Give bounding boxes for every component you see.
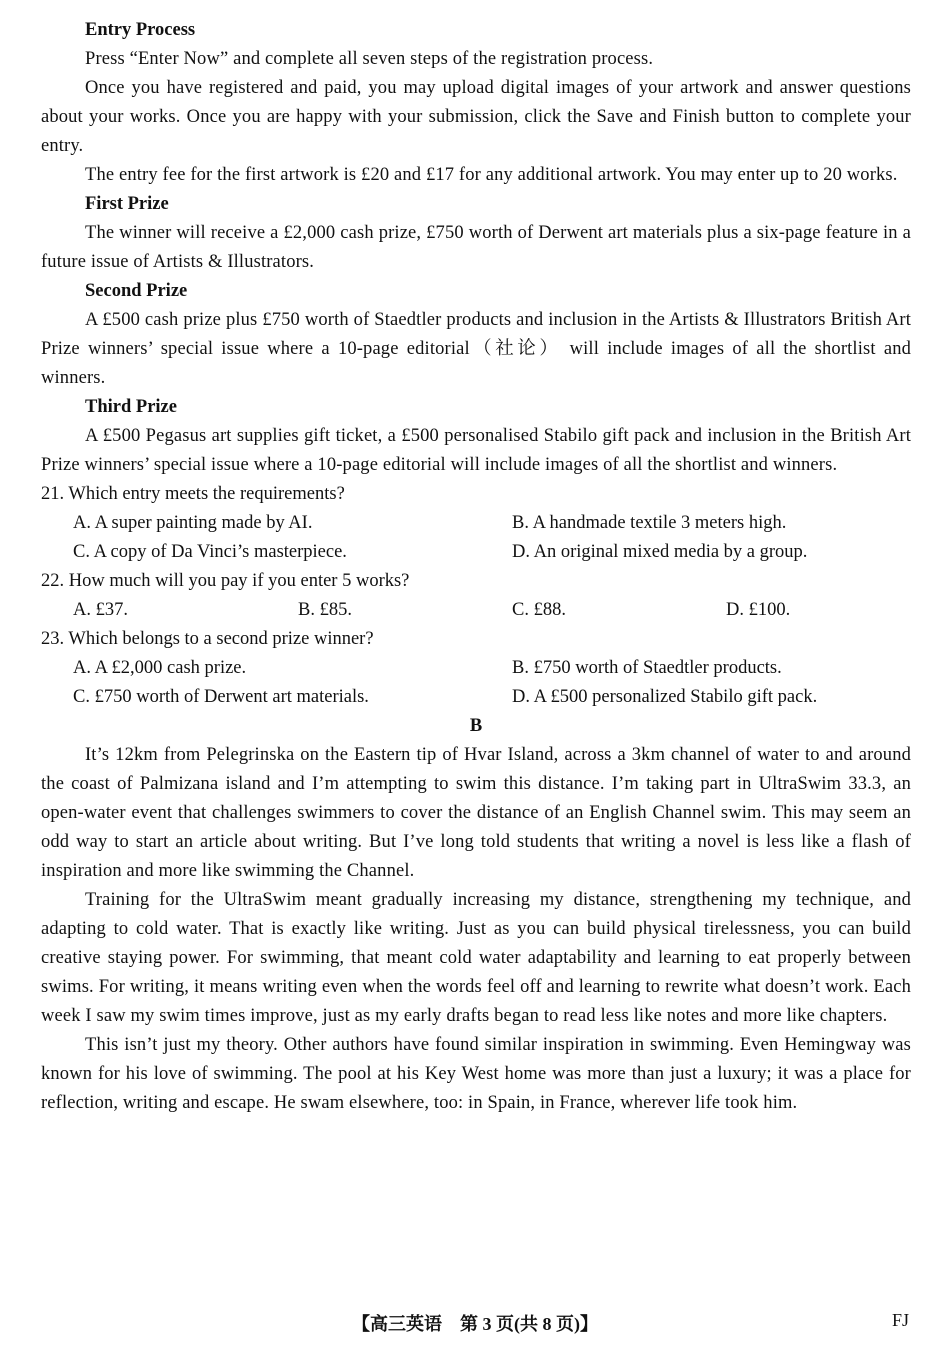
entry-process-heading: Entry Process (85, 20, 196, 40)
second-prize-text: A £500 cash prize plus £750 worth of Staedtler products and inclusion in the Artists & Illustrators British Art Prize winners’ special issue where a 10-page editorial（社论） will include images of all the shortlist and winners. (41, 310, 911, 388)
first-prize-heading: First Prize (85, 194, 169, 214)
option-d: D. An original mixed media by a group. (512, 542, 808, 562)
option-a: A. A super painting made by AI. (73, 513, 313, 533)
option-d: D. £100. (726, 600, 791, 620)
entry-process-paragraph: The entry fee for the first artwork is £20 and £17 for any additional artwork. You may enter up to 20 works. (85, 165, 898, 185)
region-code: FJ (891, 1310, 909, 1330)
passage-b-paragraph: Training for the UltraSwim meant gradually increasing my distance, strengthening my technique, and adapting to cold water. That is exactly like writing. Just as you can build physical tirelessness, you can build creative staying power. For swimming, that meant cold water adaptability and learning to eat properly between swims. For writing, it means writing even when the words feel off and learning to rewrite what doesn’t work. Each week I saw my swim times improve, just as my early drafts began to read less like notes and more like chapters. (41, 890, 911, 1026)
question-22-options (41, 596, 911, 625)
option-b: B. £85. (298, 600, 352, 620)
page-footer (0, 1310, 950, 1336)
question-23-stem: 23. Which belongs to a second prize winner? (41, 629, 374, 649)
option-a: A. A £2,000 cash prize. (73, 658, 247, 678)
entry-process-paragraph: Press “Enter Now” and complete all seven steps of the registration process. (85, 49, 654, 69)
option-d: D. A £500 personalized Stabilo gift pack. (512, 687, 818, 707)
question-23-options (41, 654, 911, 712)
exam-page (41, 16, 911, 1118)
third-prize-heading: Third Prize (85, 397, 177, 417)
option-c: C. A copy of Da Vinci’s masterpiece. (73, 542, 347, 562)
passage-b-paragraph: It’s 12km from Pelegrinska on the Eastern tip of Hvar Island, across a 3km channel of water to and around the coast of Palmizana island and I’m attempting to swim this distance. I’m taking part in UltraSwim 33.3, an open-water event that challenges swimmers to cover the distance of an English Channel swim. This may seem an odd way to start an article about writing. But I’ve long told students that writing a novel is less like a flash of inspiration and more like swimming the Channel. (41, 745, 911, 881)
option-c: C. £88. (512, 600, 566, 620)
question-22-stem: 22. How much will you pay if you enter 5 works? (41, 571, 410, 591)
entry-process-paragraph: Once you have registered and paid, you may upload digital images of your artwork and answer questions about your works. Once you are happy with your submission, click the Save and Finish button to complete your entry. (41, 78, 911, 156)
first-prize-text: The winner will receive a £2,000 cash prize, £750 worth of Derwent art materials plus a six-page feature in a future issue of Artists & Illustrators. (41, 223, 911, 272)
option-b: B. A handmade textile 3 meters high. (512, 513, 787, 533)
passage-b-paragraph: This isn’t just my theory. Other authors have found similar inspiration in swimming. Even Hemingway was known for his love of swimming. The pool at his Key West home was more than just a luxury; it was a place for reflection, writing and escape. He swam elsewhere, too: in Spain, in France, wherever life took him. (41, 1035, 911, 1113)
option-b: B. £750 worth of Staedtler products. (512, 658, 782, 678)
third-prize-text: A £500 Pegasus art supplies gift ticket, a £500 personalised Stabilo gift pack and inclusion in the British Art Prize winners’ special issue where a 10-page editorial will include images of all the shortlist and winners. (41, 426, 911, 475)
option-a: A. £37. (73, 600, 128, 620)
question-21-options (41, 509, 911, 567)
page-number-label: 【高三英语 第 3 页(共 8 页)】 (352, 1314, 598, 1334)
question-21-stem: 21. Which entry meets the requirements? (41, 484, 345, 504)
option-c: C. £750 worth of Derwent art materials. (73, 687, 369, 707)
second-prize-heading: Second Prize (85, 281, 188, 301)
section-b-label: B (469, 716, 483, 736)
